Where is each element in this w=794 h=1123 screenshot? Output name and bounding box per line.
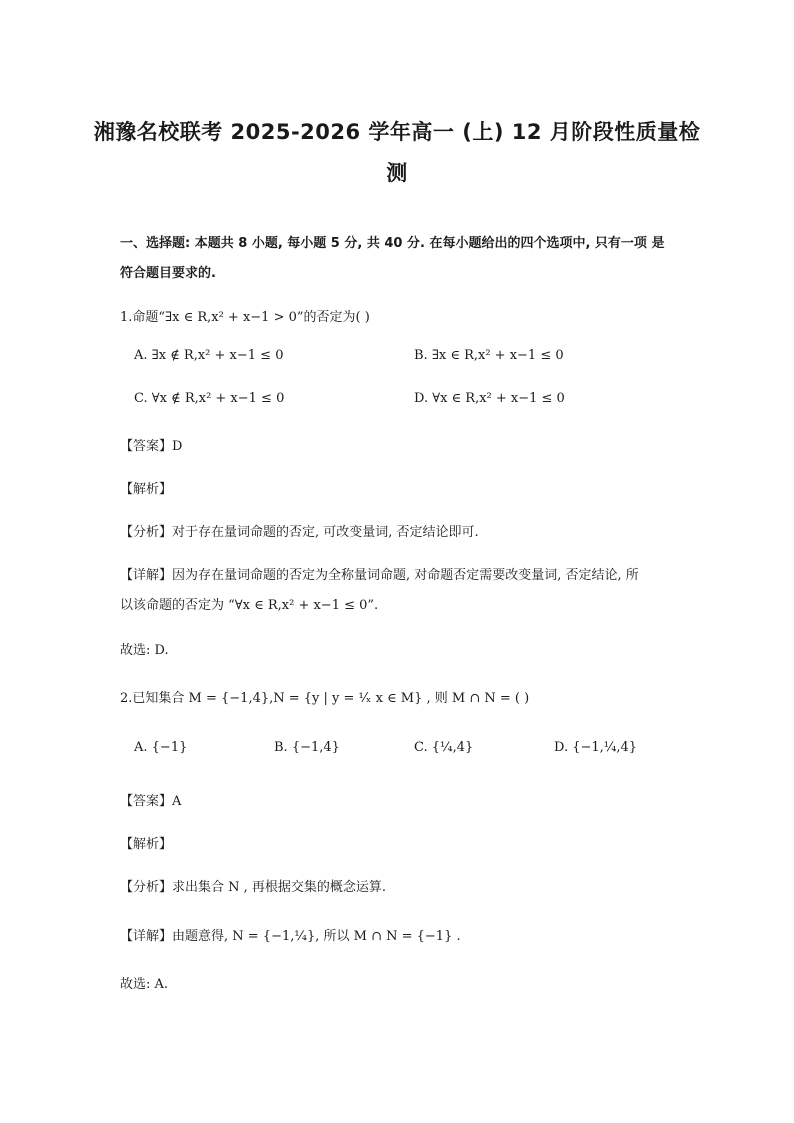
q2-option-a: A. {−1} (134, 740, 188, 755)
q2-option-d: D. {−1,¼,4} (554, 740, 638, 755)
q1-option-b: B. ∃x ∈ R,x² + x−1 ≤ 0 (414, 348, 564, 363)
q2-fenxi: 【分析】求出集合 N , 再根据交集的概念运算. (120, 880, 387, 895)
section-heading-line1: 一、选择题: 本题共 8 小题, 每小题 5 分, 共 40 分. 在每小题给出的四个选项中, 只有一项 是 (120, 236, 665, 251)
q2-xiangjie: 【详解】由题意得, N = {−1,¼}, 所以 M ∩ N = {−1} . (120, 929, 461, 944)
q1-choice: 故选: D. (120, 643, 169, 658)
q1-option-c: C. ∀x ∉ R,x² + x−1 ≤ 0 (134, 391, 285, 406)
q1-xiangjie-line2: 以该命题的否定为 “∀x ∈ R,x² + x−1 ≤ 0”. (120, 598, 379, 613)
section-heading-line2: 符合题目要求的. (120, 266, 216, 281)
q2-choice: 故选: A. (120, 977, 169, 992)
doc-title-line1: 湘豫名校联考 2025-2026 学年高一 (上) 12 月阶段性质量检 (93, 120, 701, 144)
q1-jiexi: 【解析】 (120, 482, 173, 497)
q2-stem: 2.已知集合 M = {−1,4},N = {y | y = ¹⁄ₓ x ∈ M} , 则 M ∩ N = ( ) (120, 691, 530, 706)
q1-option-a: A. ∃x ∉ R,x² + x−1 ≤ 0 (134, 348, 284, 363)
q1-stem: 1.命题“∃x ∈ R,x² + x−1 > 0”的否定为( ) (120, 310, 370, 325)
q1-answer: 【答案】D (120, 439, 183, 454)
q2-jiexi: 【解析】 (120, 837, 173, 852)
doc-title-line2: 测 (386, 161, 408, 185)
q1-option-d: D. ∀x ∈ R,x² + x−1 ≤ 0 (414, 391, 565, 406)
q2-option-c: C. {¼,4} (414, 740, 474, 755)
q1-xiangjie-line1: 【详解】因为存在量词命题的否定为全称量词命题, 对命题否定需要改变量词, 否定结论, 所 (120, 568, 639, 583)
q1-fenxi: 【分析】对于存在量词命题的否定, 可改变量词, 否定结论即可. (120, 525, 479, 540)
q2-answer: 【答案】A (120, 794, 182, 809)
q2-option-b: B. {−1,4} (274, 740, 340, 755)
